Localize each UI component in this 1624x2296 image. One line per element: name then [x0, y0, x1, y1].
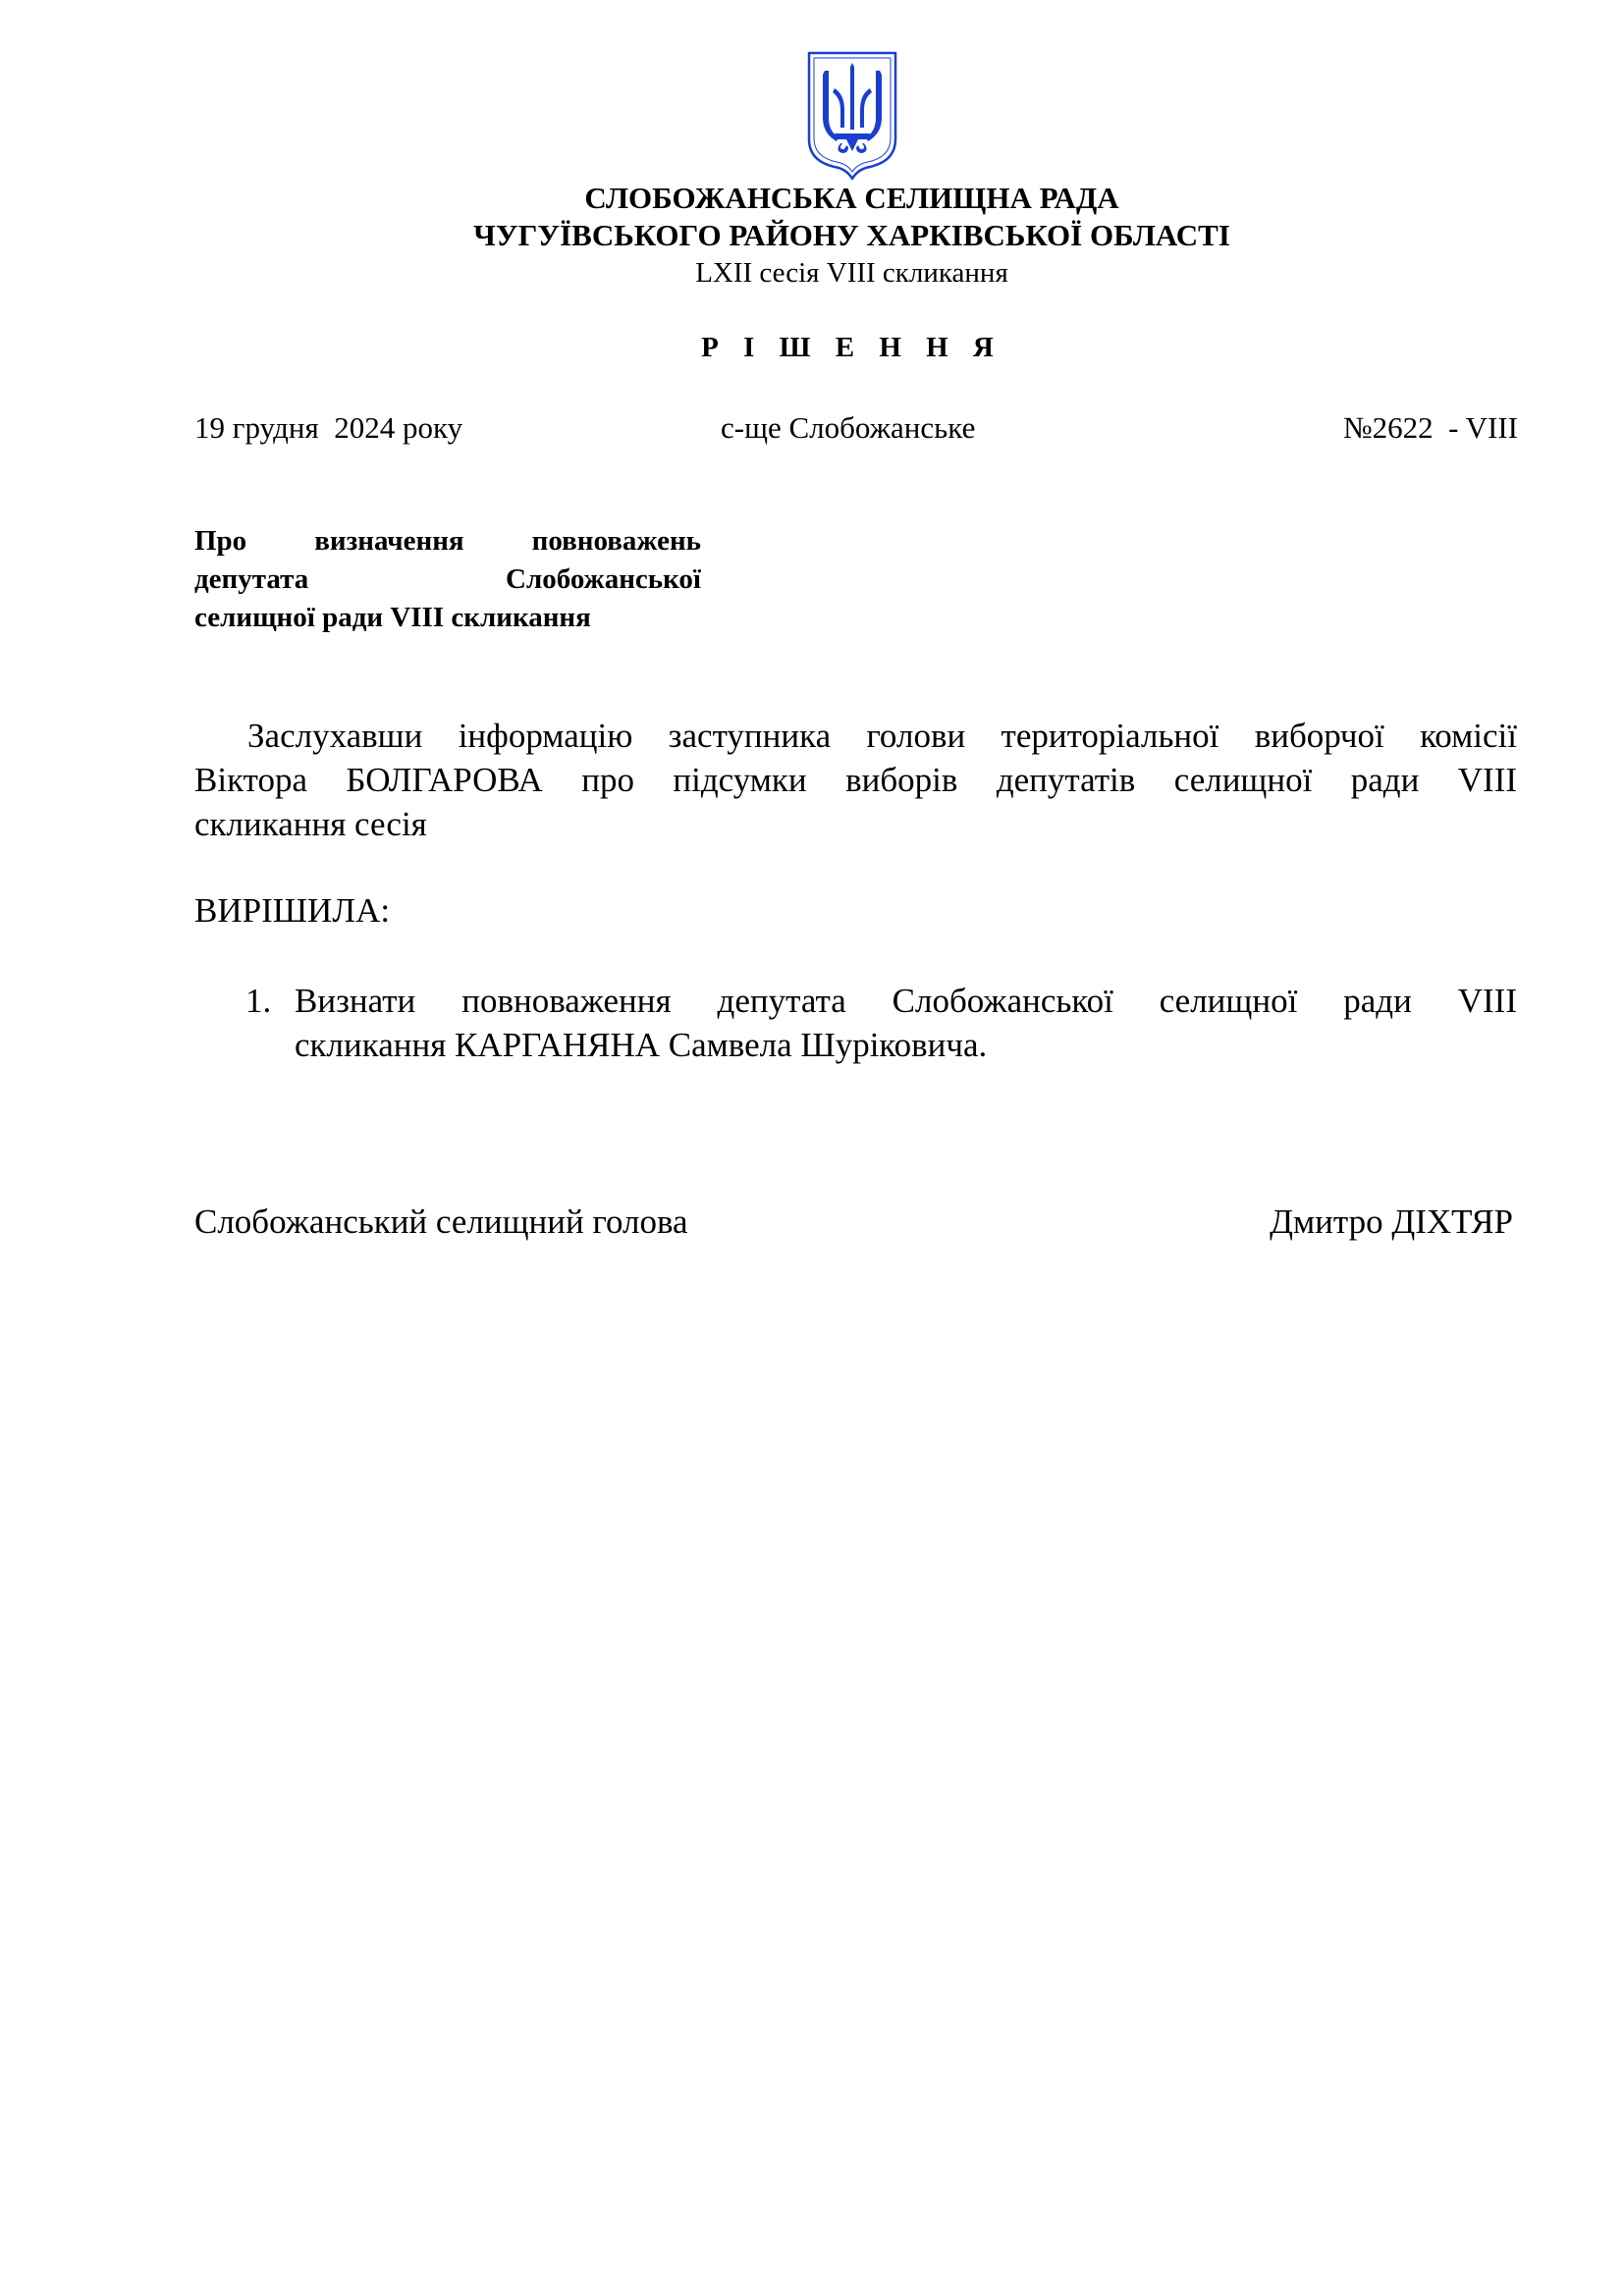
- intro-line: скликання сесія: [194, 805, 427, 843]
- session-line: LXII сесія VIII скликання: [695, 257, 1008, 289]
- intro-line: Віктора БОЛГАРОВА про підсумки виборів депутатів селищної ради VIII: [194, 761, 1517, 799]
- signatory-position: Слобожанський селищний голова: [194, 1202, 688, 1241]
- council-name: СЛОБОЖАНСЬКА СЕЛИЩНА РАДА: [584, 181, 1119, 215]
- district-name: ЧУГУЇВСЬКОГО РАЙОНУ ХАРКІВСЬКОЇ ОБЛАСТІ: [473, 218, 1230, 252]
- decision-date: 19 грудня 2024 року: [194, 410, 463, 445]
- decided-heading: ВИРІШИЛА:: [194, 891, 391, 930]
- item-number: 1.: [245, 982, 272, 1020]
- decision-place: с-ще Слобожанське: [721, 410, 976, 445]
- intro-line: Заслухавши інформацію заступника голови територіальної виборчої комісії: [247, 717, 1517, 755]
- item-text: [295, 979, 1517, 1067]
- decision-subject: [194, 522, 701, 637]
- item-line: Визнати повноваження депутата Слобожанської селищної ради VIII: [295, 982, 1517, 1020]
- signatory-name: Дмитро ДІХТЯР: [1270, 1202, 1513, 1241]
- subject-line: селищної ради VIII скликання: [194, 602, 591, 633]
- subject-line: Про визначення повноважень: [194, 525, 701, 557]
- tryzub-coat-of-arms-icon: [805, 49, 899, 181]
- decision-number: №2622 - VIII: [1343, 410, 1518, 445]
- subject-line: депутата Слобожанської: [194, 563, 701, 595]
- item-line: скликання КАРГАНЯНА Самвела Шуріковича.: [295, 1026, 988, 1064]
- intro-paragraph: [194, 714, 1517, 846]
- document-title: Р І Ш Е Н Н Я: [701, 332, 1002, 363]
